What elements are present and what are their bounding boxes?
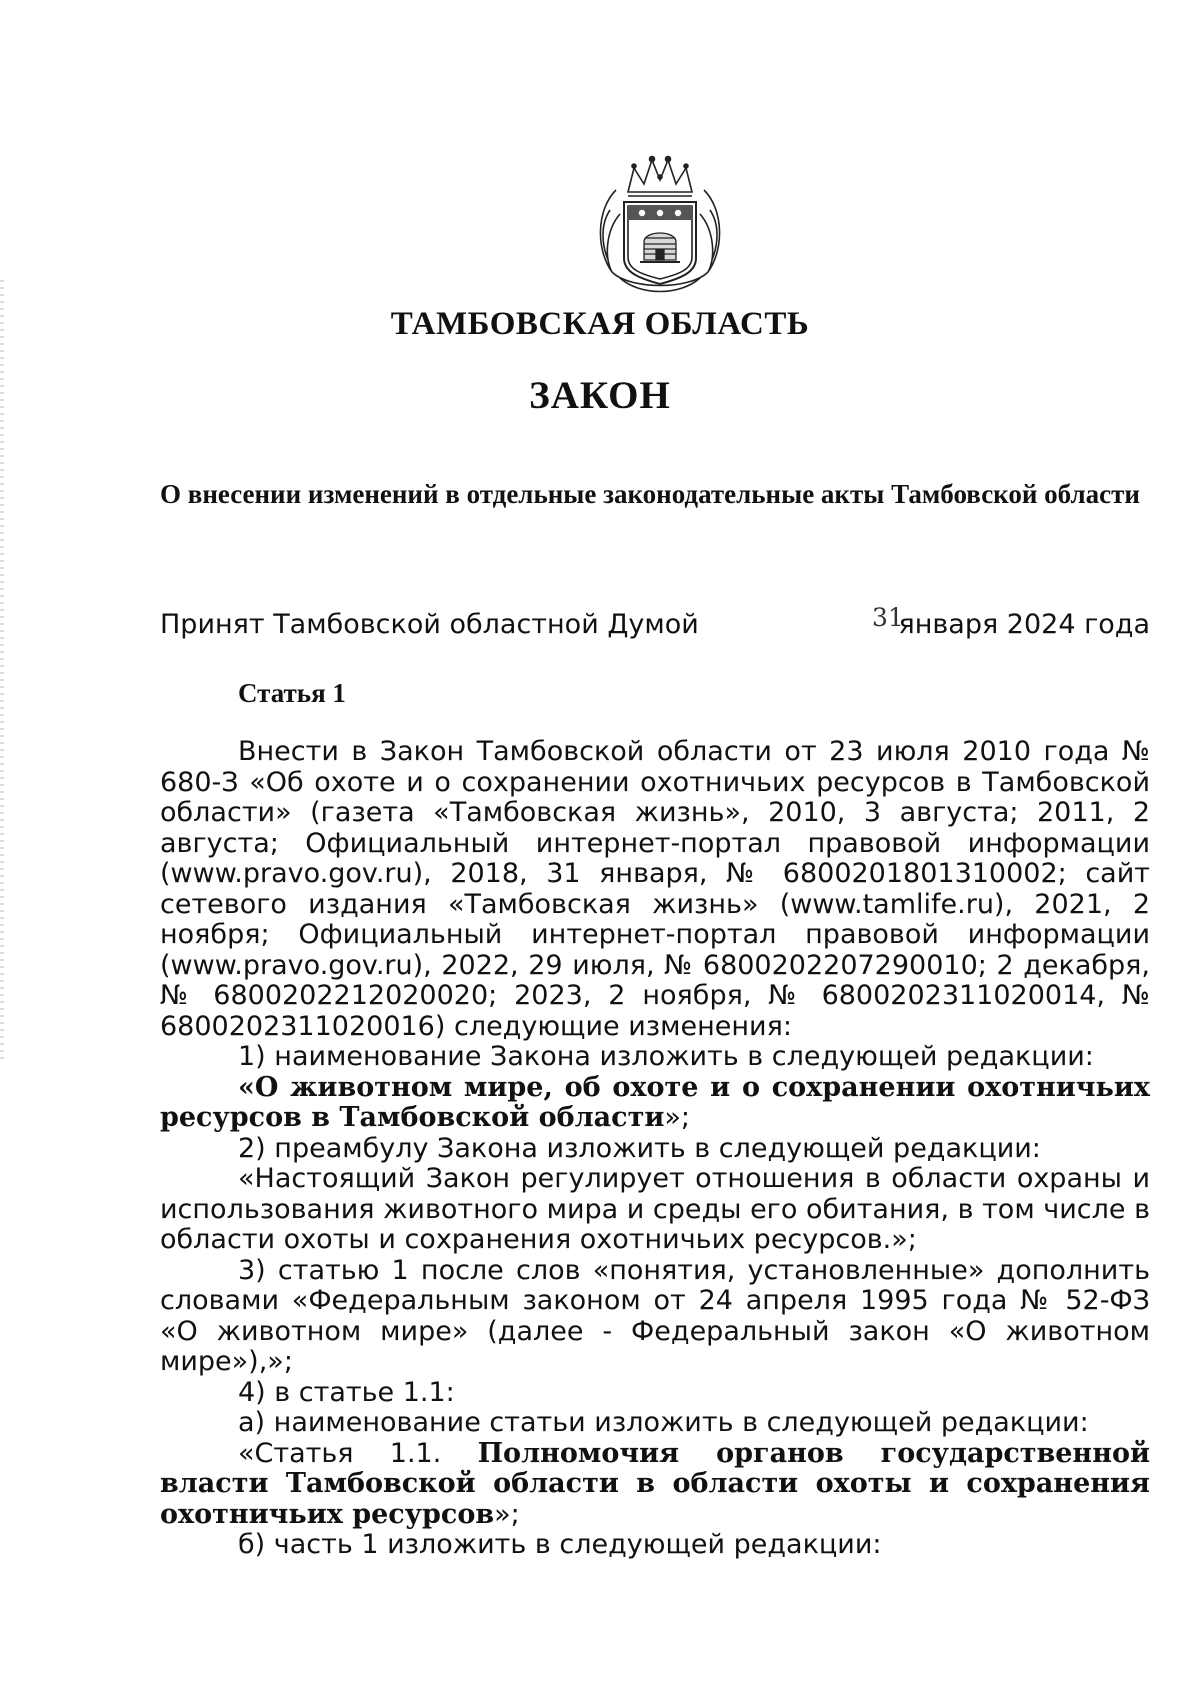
adoption-day: 31	[872, 603, 904, 632]
amendment-item-4a: а) наименование статьи изложить в следующей редакции:	[238, 1407, 1089, 1438]
amendment-item-1: 1) наименование Закона изложить в следующей редакции:	[238, 1041, 1094, 1072]
amendment-item-4: 4) в статье 1.1:	[238, 1376, 455, 1408]
article-body	[160, 737, 1150, 1561]
quote-open: «	[238, 1071, 255, 1103]
article-heading: Статья 1	[238, 678, 346, 708]
region-title: ТАМБОВСКАЯ ОБЛАСТЬ	[390, 306, 810, 342]
quote-close: »;	[664, 1102, 690, 1133]
new-law-title: О животном мире, об охоте и о сохранении охотничьих ресурсов в Тамбовской области	[160, 1071, 1150, 1133]
quote-close: »;	[494, 1498, 520, 1530]
amendment-item-3: 3) статью 1 после слов «понятия, установленные» дополнить словами «Федеральным законом от 24 апреля 1995 года № 52-ФЗ «О животном мире» (далее - Федеральный закон «О животном мире»),»;	[160, 1254, 1150, 1377]
amendment-item-2-text: «Настоящий Закон регулирует отношения в области охраны и использования животного мира и среды его обитания, в том числе в области охоты и сохранения охотничьих ресурсов.»;	[160, 1163, 1150, 1255]
adoption-label: Принят Тамбовской областной Думой	[160, 609, 699, 640]
amendment-item-1-text	[160, 1073, 1150, 1134]
law-title: ЗАКОН	[529, 374, 671, 417]
amendment-item-2: 2) преамбулу Закона изложить в следующей редакции:	[238, 1132, 1041, 1164]
adoption-line	[160, 603, 1150, 643]
article-number-prefix: «Статья 1.1.	[238, 1437, 478, 1469]
article-title-bold: Полномочия органов государственной власти Тамбовской области в области охоты и сохранения охотничьих ресурсов	[160, 1437, 1150, 1530]
amendment-item-4b: б) часть 1 изложить в следующей редакции:	[238, 1529, 882, 1560]
adoption-date: января 2024 года	[898, 609, 1150, 640]
article-intro: Внести в Закон Тамбовской области от 23 июля 2010 года № 680-З «Об охоте и о сохранении охотничьих ресурсов в Тамбовской области» (газета «Тамбовская жизнь», 2010, 3 августа; 2011, 2 августа; Официальный интернет-портал правовой информации (www.pravo.gov.ru), 2018, 31 января, № 6800201801310002; сайт сетевого издания «Тамбовская жизнь» (www.tamlife.ru), 2021, 2 ноября; Официальный интернет-портал правовой информации (www.pravo.gov.ru), 2022, 29 июля, № 6800202207290010; 2 декабря, № 6800202212020020; 2023, 2 ноября, № 6800202311020014, № 6800202311020016) следующие изменения:	[160, 736, 1150, 1042]
law-subject: О внесении изменений в отдельные законодательные акты Тамбовской области	[160, 479, 1140, 509]
amendment-item-4a-text	[160, 1439, 1150, 1531]
coat-of-arms-icon	[590, 150, 730, 300]
